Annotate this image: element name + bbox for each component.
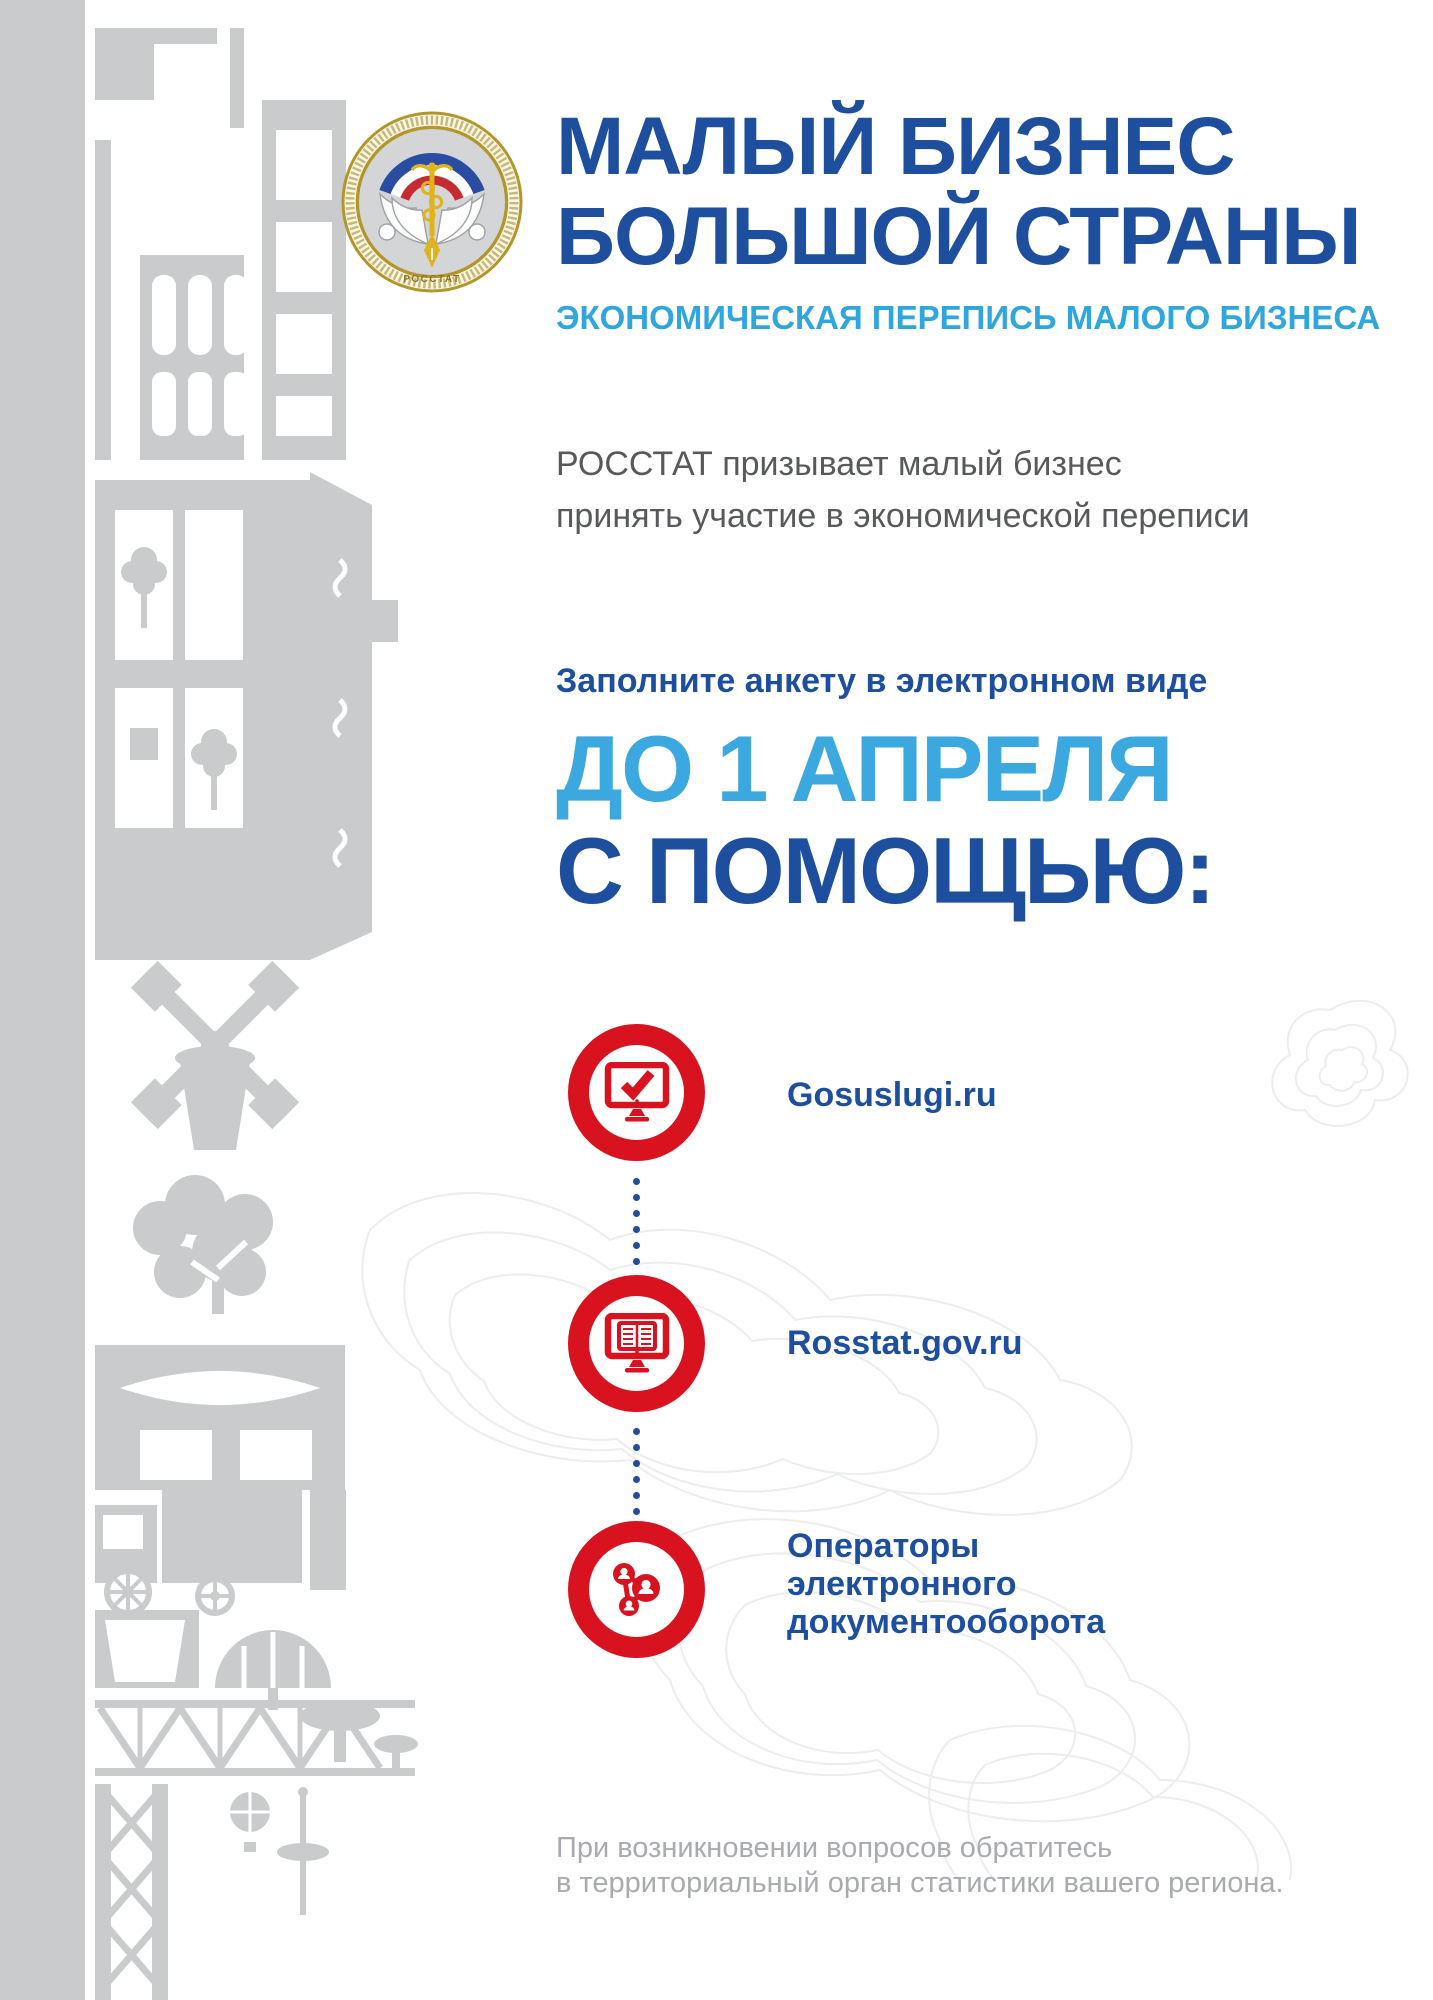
channel-badge-rosstat [568,1275,705,1412]
channel-label-gosuslugi: Gosuslugi.ru [787,1076,997,1114]
poster-subtitle: ЭКОНОМИЧЕСКАЯ ПЕРЕПИСЬ МАЛОГО БИЗНЕСА [556,299,1381,336]
lattice-tower [95,1784,168,2000]
channel-badge-gosuslugi [568,1024,705,1161]
channel-label-edo [787,1527,1105,1641]
map-contours-background [250,900,1433,1880]
rosstat-emblem-logo [340,110,524,294]
dotted-connector-1 [633,1178,640,1265]
edo-label-line-1: Операторы [787,1527,980,1565]
channel-badge-edo [568,1521,705,1658]
footer-note [556,1831,1284,1901]
monitor-book-icon [604,1313,670,1375]
fill-form-prompt: Заполните анкету в электронном виде [556,662,1208,700]
footer-line-2: в территориальный орган статистики вашего региона. [556,1867,1284,1899]
intro-paragraph [556,438,1250,542]
footer-line-1: При возникновении вопросов обратитесь [556,1832,1113,1864]
edo-label-line-3: документооборота [787,1603,1106,1641]
intro-line-1: РОССТАТ призывает малый бизнес [556,445,1122,483]
deadline-text: ДО 1 АПРЕЛЯ [556,716,1172,821]
emblem-ring-text: РОССТАТ [403,274,461,285]
monitor-check-icon [604,1062,670,1124]
poster-title [556,102,1361,282]
dotted-connector-2 [633,1428,640,1515]
title-line-1: МАЛЫЙ БИЗНЕС [556,101,1235,192]
left-gray-bar [0,0,85,2000]
channel-label-rosstat: Rosstat.gov.ru [787,1324,1023,1362]
people-network-icon [605,1558,669,1622]
edo-label-line-2: электронного [787,1565,1017,1603]
deadline-block [556,718,1214,922]
with-help-text: С ПОМОЩЬЮ: [556,818,1214,923]
title-line-2: БОЛЬШОЙ СТРАНЫ [556,191,1361,282]
intro-line-2: принять участие в экономической переписи [556,497,1250,535]
